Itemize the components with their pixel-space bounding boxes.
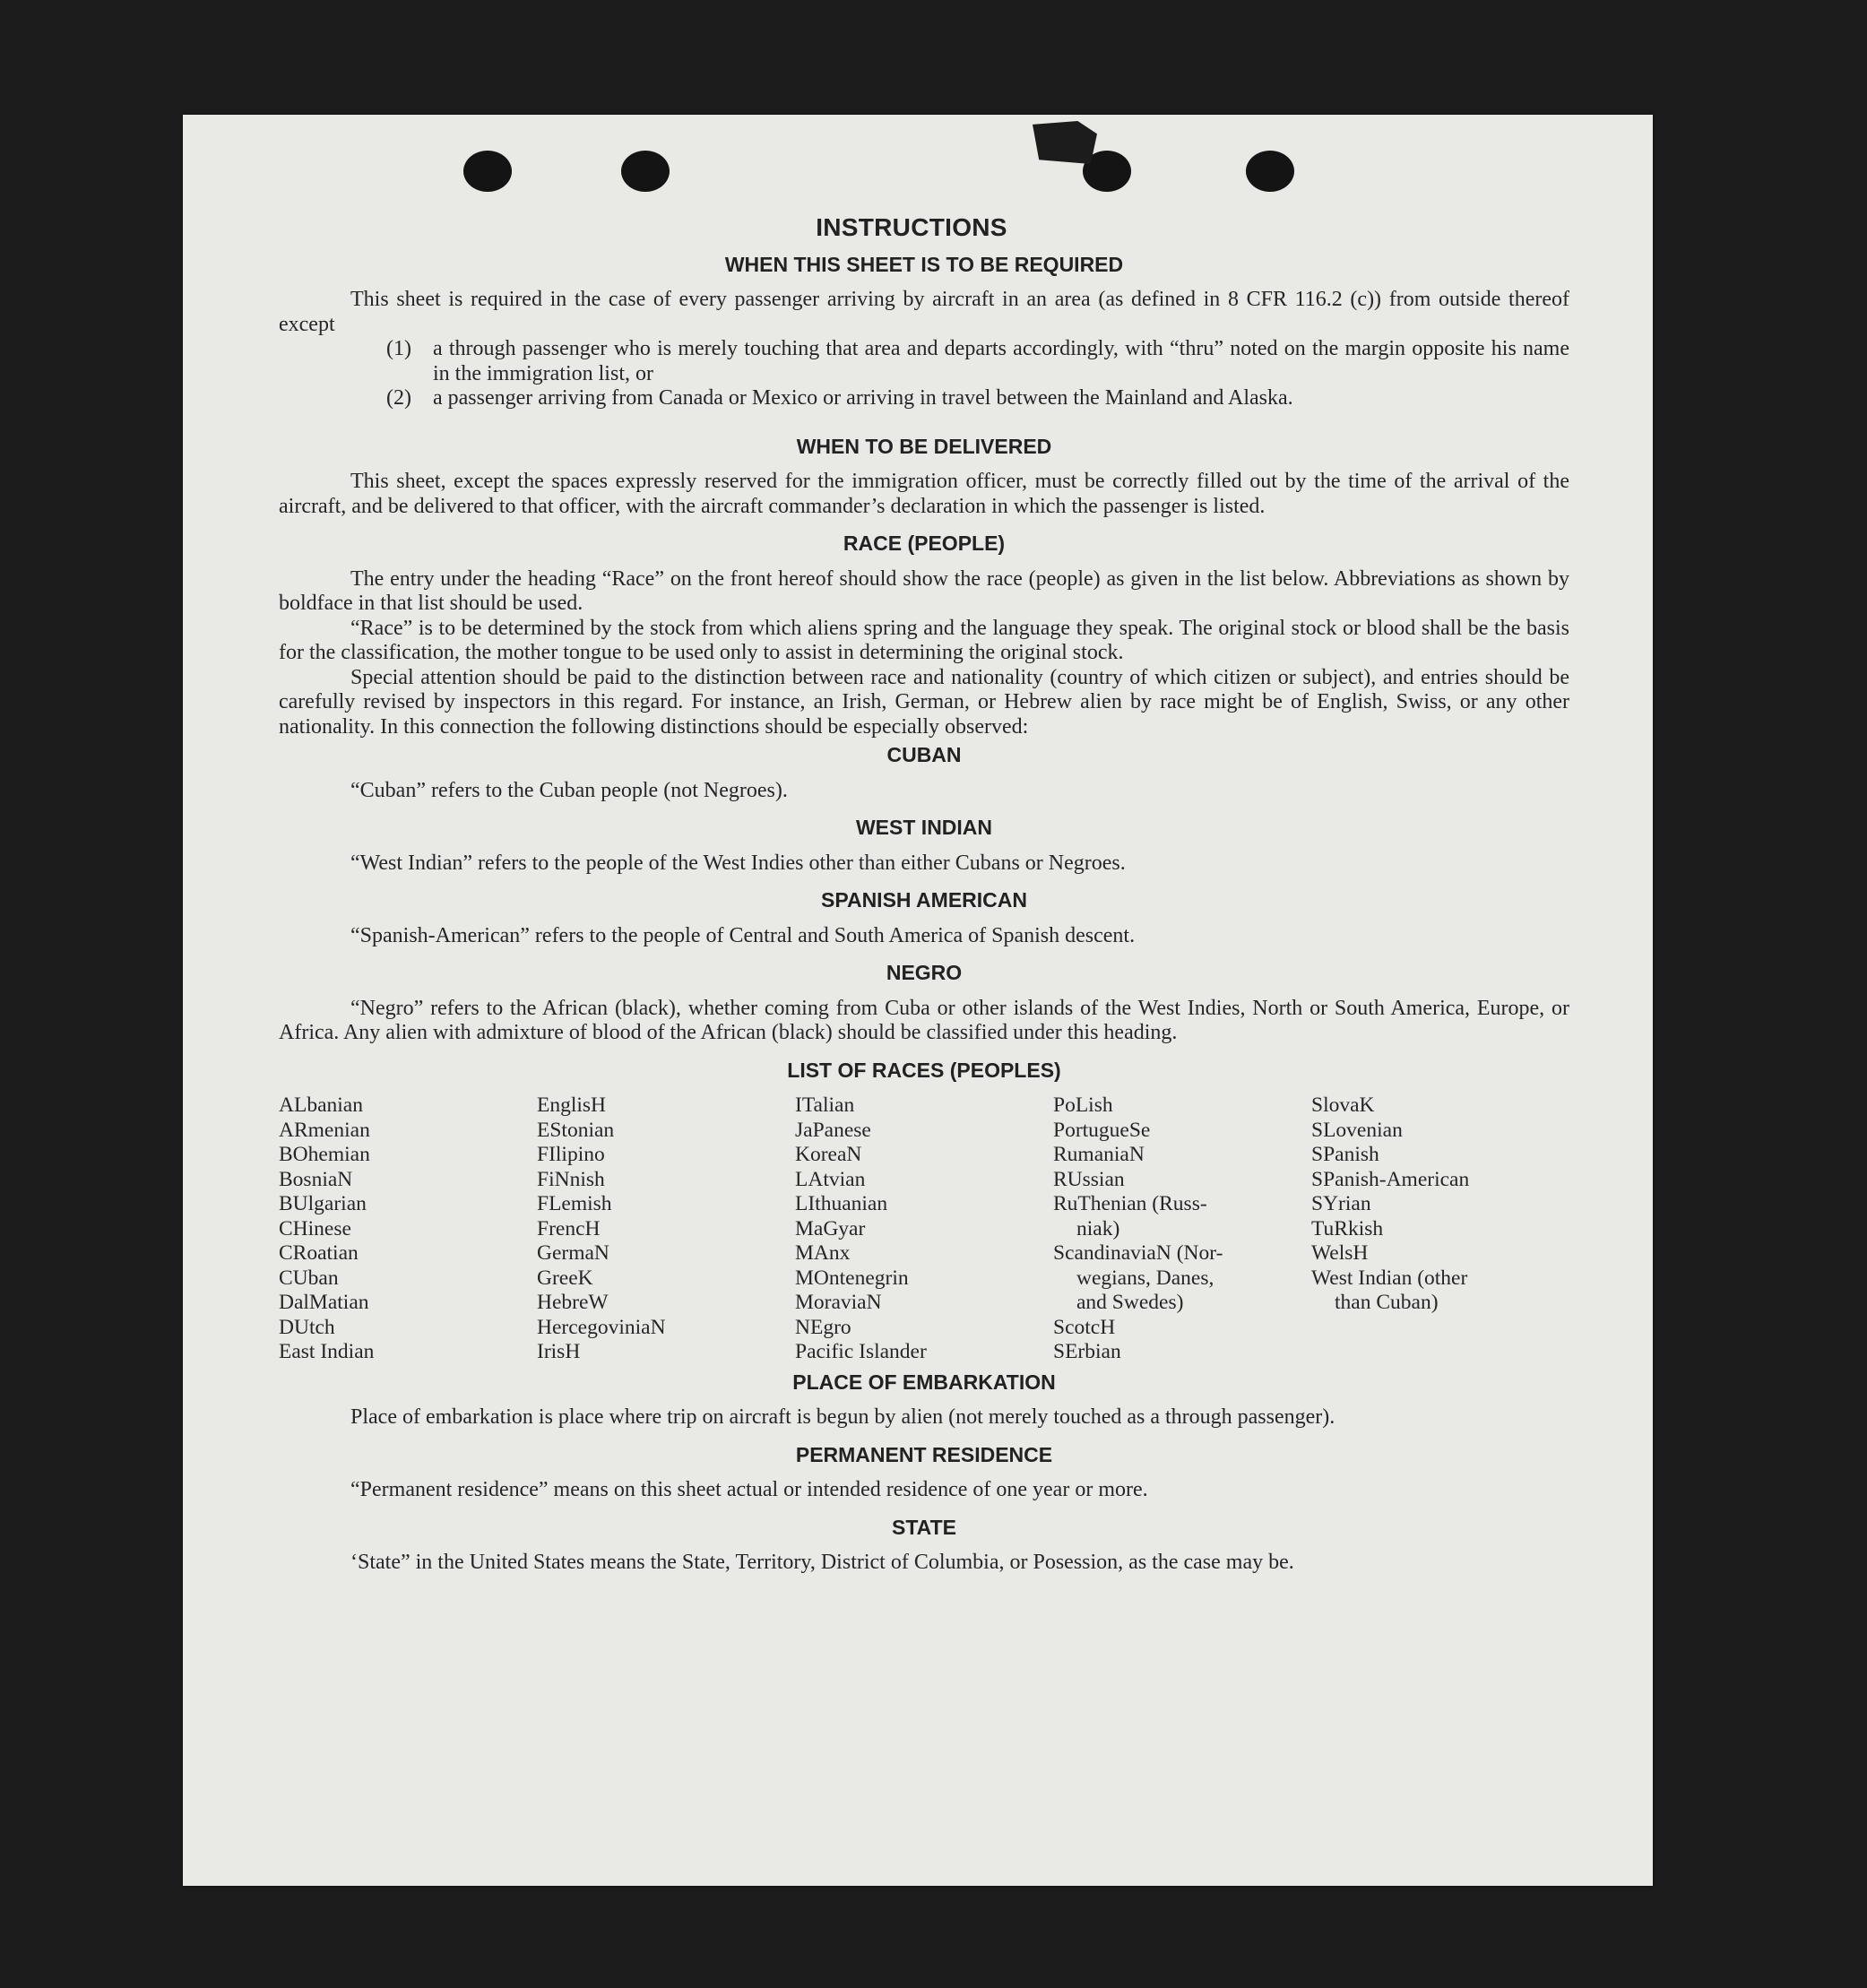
race-entry: BOhemian [279, 1143, 370, 1166]
race-entry: MAnx [795, 1241, 851, 1265]
section-heading: WHEN TO BE DELIVERED [796, 434, 1052, 458]
race-entry: CHinese [279, 1216, 351, 1240]
race-entry: LAtvian [795, 1167, 866, 1191]
section-heading: NEGRO [886, 961, 963, 984]
item-text: a through passenger who is merely touching that area and departs accordingly, with “thru” noted on the margin opposite his name in the immigration list, or [433, 337, 1569, 385]
section-heading: PERMANENT RESIDENCE [795, 1442, 1053, 1466]
race-entry: West Indian (other [1311, 1266, 1468, 1290]
race-entry: SYrian [1311, 1192, 1371, 1215]
race-entry: EStonian [537, 1118, 615, 1142]
paragraph: “Negro” refers to the African (black), whether coming from Cuba or other islands of the West Indies, North or South America, Europe, or Africa. Any alien with admixture of blood of the African (black) should be classified under this heading. [279, 996, 1569, 1044]
race-entry: CRoatian [279, 1241, 359, 1265]
race-entry: SLovenian [1311, 1118, 1403, 1142]
race-entry: FiNnish [537, 1167, 605, 1191]
section-heading: CUBAN [886, 743, 962, 766]
race-entry: FIlipino [537, 1143, 605, 1166]
race-column [795, 1093, 1053, 1365]
paragraph: This sheet is required in the case of every passenger arriving by aircraft in an area (as defined in 8 CFR 116.2 (c)) from outside thereof except [279, 288, 1569, 336]
paragraph: “Cuban” refers to the Cuban people (not Negroes). [350, 778, 788, 802]
race-entry: DUtch [279, 1315, 335, 1339]
race-entry: than Cuban) [1335, 1291, 1439, 1314]
race-entry: IrisH [537, 1340, 581, 1363]
race-entry: BUlgarian [279, 1192, 367, 1215]
page-title: INSTRUCTIONS [816, 213, 1007, 241]
item-number: (2) [386, 386, 411, 410]
section-heading: LIST OF RACES (PEOPLES) [787, 1058, 1061, 1082]
race-entry: GermaN [537, 1241, 609, 1265]
list-item [279, 337, 1569, 386]
race-entry: JaPanese [795, 1118, 871, 1142]
section-heading: STATE [892, 1515, 956, 1539]
race-entry: PortugueSe [1053, 1118, 1151, 1142]
race-entry: NEgro [795, 1315, 851, 1339]
race-entry: SPanish-American [1311, 1167, 1470, 1191]
paragraph: This sheet, except the spaces expressly reserved for the immigration officer, must be correctly filled out by the time of the arrival of the aircraft, and be delivered to that officer, with the aircraft commander’s declaration in which the passenger is listed. [279, 470, 1569, 518]
race-entry: DalMatian [279, 1291, 369, 1314]
punch-hole [463, 151, 512, 192]
race-column [279, 1093, 537, 1365]
race-list [279, 1093, 1569, 1365]
race-entry: ALbanian [279, 1093, 363, 1117]
race-entry: wegians, Danes, [1076, 1266, 1214, 1290]
race-entry: HebreW [537, 1291, 609, 1314]
paragraph: “Race” is to be determined by the stock from which aliens spring and the language they speak. The original stock or blood shall be the basis for the classification, the mother tongue to be used only to assist in determining the original stock. [279, 616, 1569, 664]
race-entry: FrencH [537, 1216, 601, 1240]
section-heading: WEST INDIAN [855, 816, 993, 839]
race-entry: FLemish [537, 1192, 612, 1215]
paragraph: The entry under the heading “Race” on the front hereof should show the race (people) as given in the list below. Abbreviations as shown by boldface in that list should be used. [279, 566, 1569, 615]
section-heading: RACE (PEOPLE) [843, 532, 1006, 555]
race-entry: WelsH [1311, 1241, 1369, 1265]
race-entry: ScotcH [1053, 1315, 1116, 1339]
paragraph: “West Indian” refers to the people of the West Indies other than either Cubans or Negroes. [350, 851, 1126, 875]
race-entry: MOntenegrin [795, 1266, 909, 1290]
race-entry: and Swedes) [1076, 1291, 1184, 1314]
race-entry: RumaniaN [1053, 1143, 1145, 1166]
paragraph: “Spanish-American” refers to the people of Central and South America of Spanish descent. [350, 923, 1136, 947]
section-heading: SPANISH AMERICAN [820, 888, 1027, 912]
section-heading: PLACE OF EMBARKATION [792, 1370, 1056, 1394]
race-entry: RuThenian (Russ- [1053, 1192, 1207, 1215]
race-entry: LIthuanian [795, 1192, 888, 1215]
race-entry: TuRkish [1311, 1216, 1384, 1240]
race-entry: EnglisH [537, 1093, 607, 1117]
instructions-text [279, 215, 1569, 1576]
punch-hole [1246, 151, 1294, 192]
race-entry: niak) [1076, 1216, 1120, 1240]
race-entry: ScandinaviaN (Nor- [1053, 1241, 1223, 1265]
race-entry: MoraviaN [795, 1291, 882, 1314]
race-entry: HercegoviniaN [537, 1315, 666, 1339]
race-entry: SlovaK [1311, 1093, 1375, 1117]
race-entry: RUssian [1053, 1167, 1125, 1191]
item-number: (1) [386, 337, 411, 360]
race-entry: SErbian [1053, 1340, 1121, 1363]
race-entry: BosniaN [279, 1167, 353, 1191]
list-item [279, 386, 1569, 411]
race-entry: CUban [279, 1266, 339, 1290]
punch-hole [621, 151, 670, 192]
torn-corner [1033, 121, 1097, 164]
race-entry: KoreaN [795, 1143, 862, 1166]
race-entry: PoLish [1053, 1093, 1113, 1117]
item-text: a passenger arriving from Canada or Mexico or arriving in travel between the Mainland and Alaska. [433, 386, 1293, 410]
race-entry: Pacific Islander [795, 1340, 927, 1363]
race-entry: East Indian [279, 1340, 375, 1363]
race-entry: SPanish [1311, 1143, 1379, 1166]
race-column [1311, 1093, 1569, 1365]
race-entry: ITalian [795, 1093, 855, 1117]
paragraph: Special attention should be paid to the distinction between race and nationality (country of which citizen or subject), and entries should be carefully revised by inspectors in this regard. For instance, an Irish, German, or Hebrew alien by race might be of English, Swiss, or any other nationality. In this connection the following distinctions should be especially observed: [279, 665, 1569, 739]
race-column [1053, 1093, 1311, 1365]
paragraph: Place of embarkation is place where trip on aircraft is begun by alien (not merely touched as a through passenger). [350, 1405, 1335, 1429]
paragraph: “Permanent residence” means on this sheet actual or intended residence of one year or more. [350, 1478, 1148, 1501]
race-entry: MaGyar [795, 1216, 866, 1240]
paragraph: ‘State” in the United States means the State, Territory, District of Columbia, or Posession, as the case may be. [350, 1551, 1294, 1574]
race-column [537, 1093, 795, 1365]
race-entry: ARmenian [279, 1118, 370, 1142]
section-heading: WHEN THIS SHEET IS TO BE REQUIRED [724, 252, 1124, 276]
race-entry: GreeK [537, 1266, 593, 1290]
